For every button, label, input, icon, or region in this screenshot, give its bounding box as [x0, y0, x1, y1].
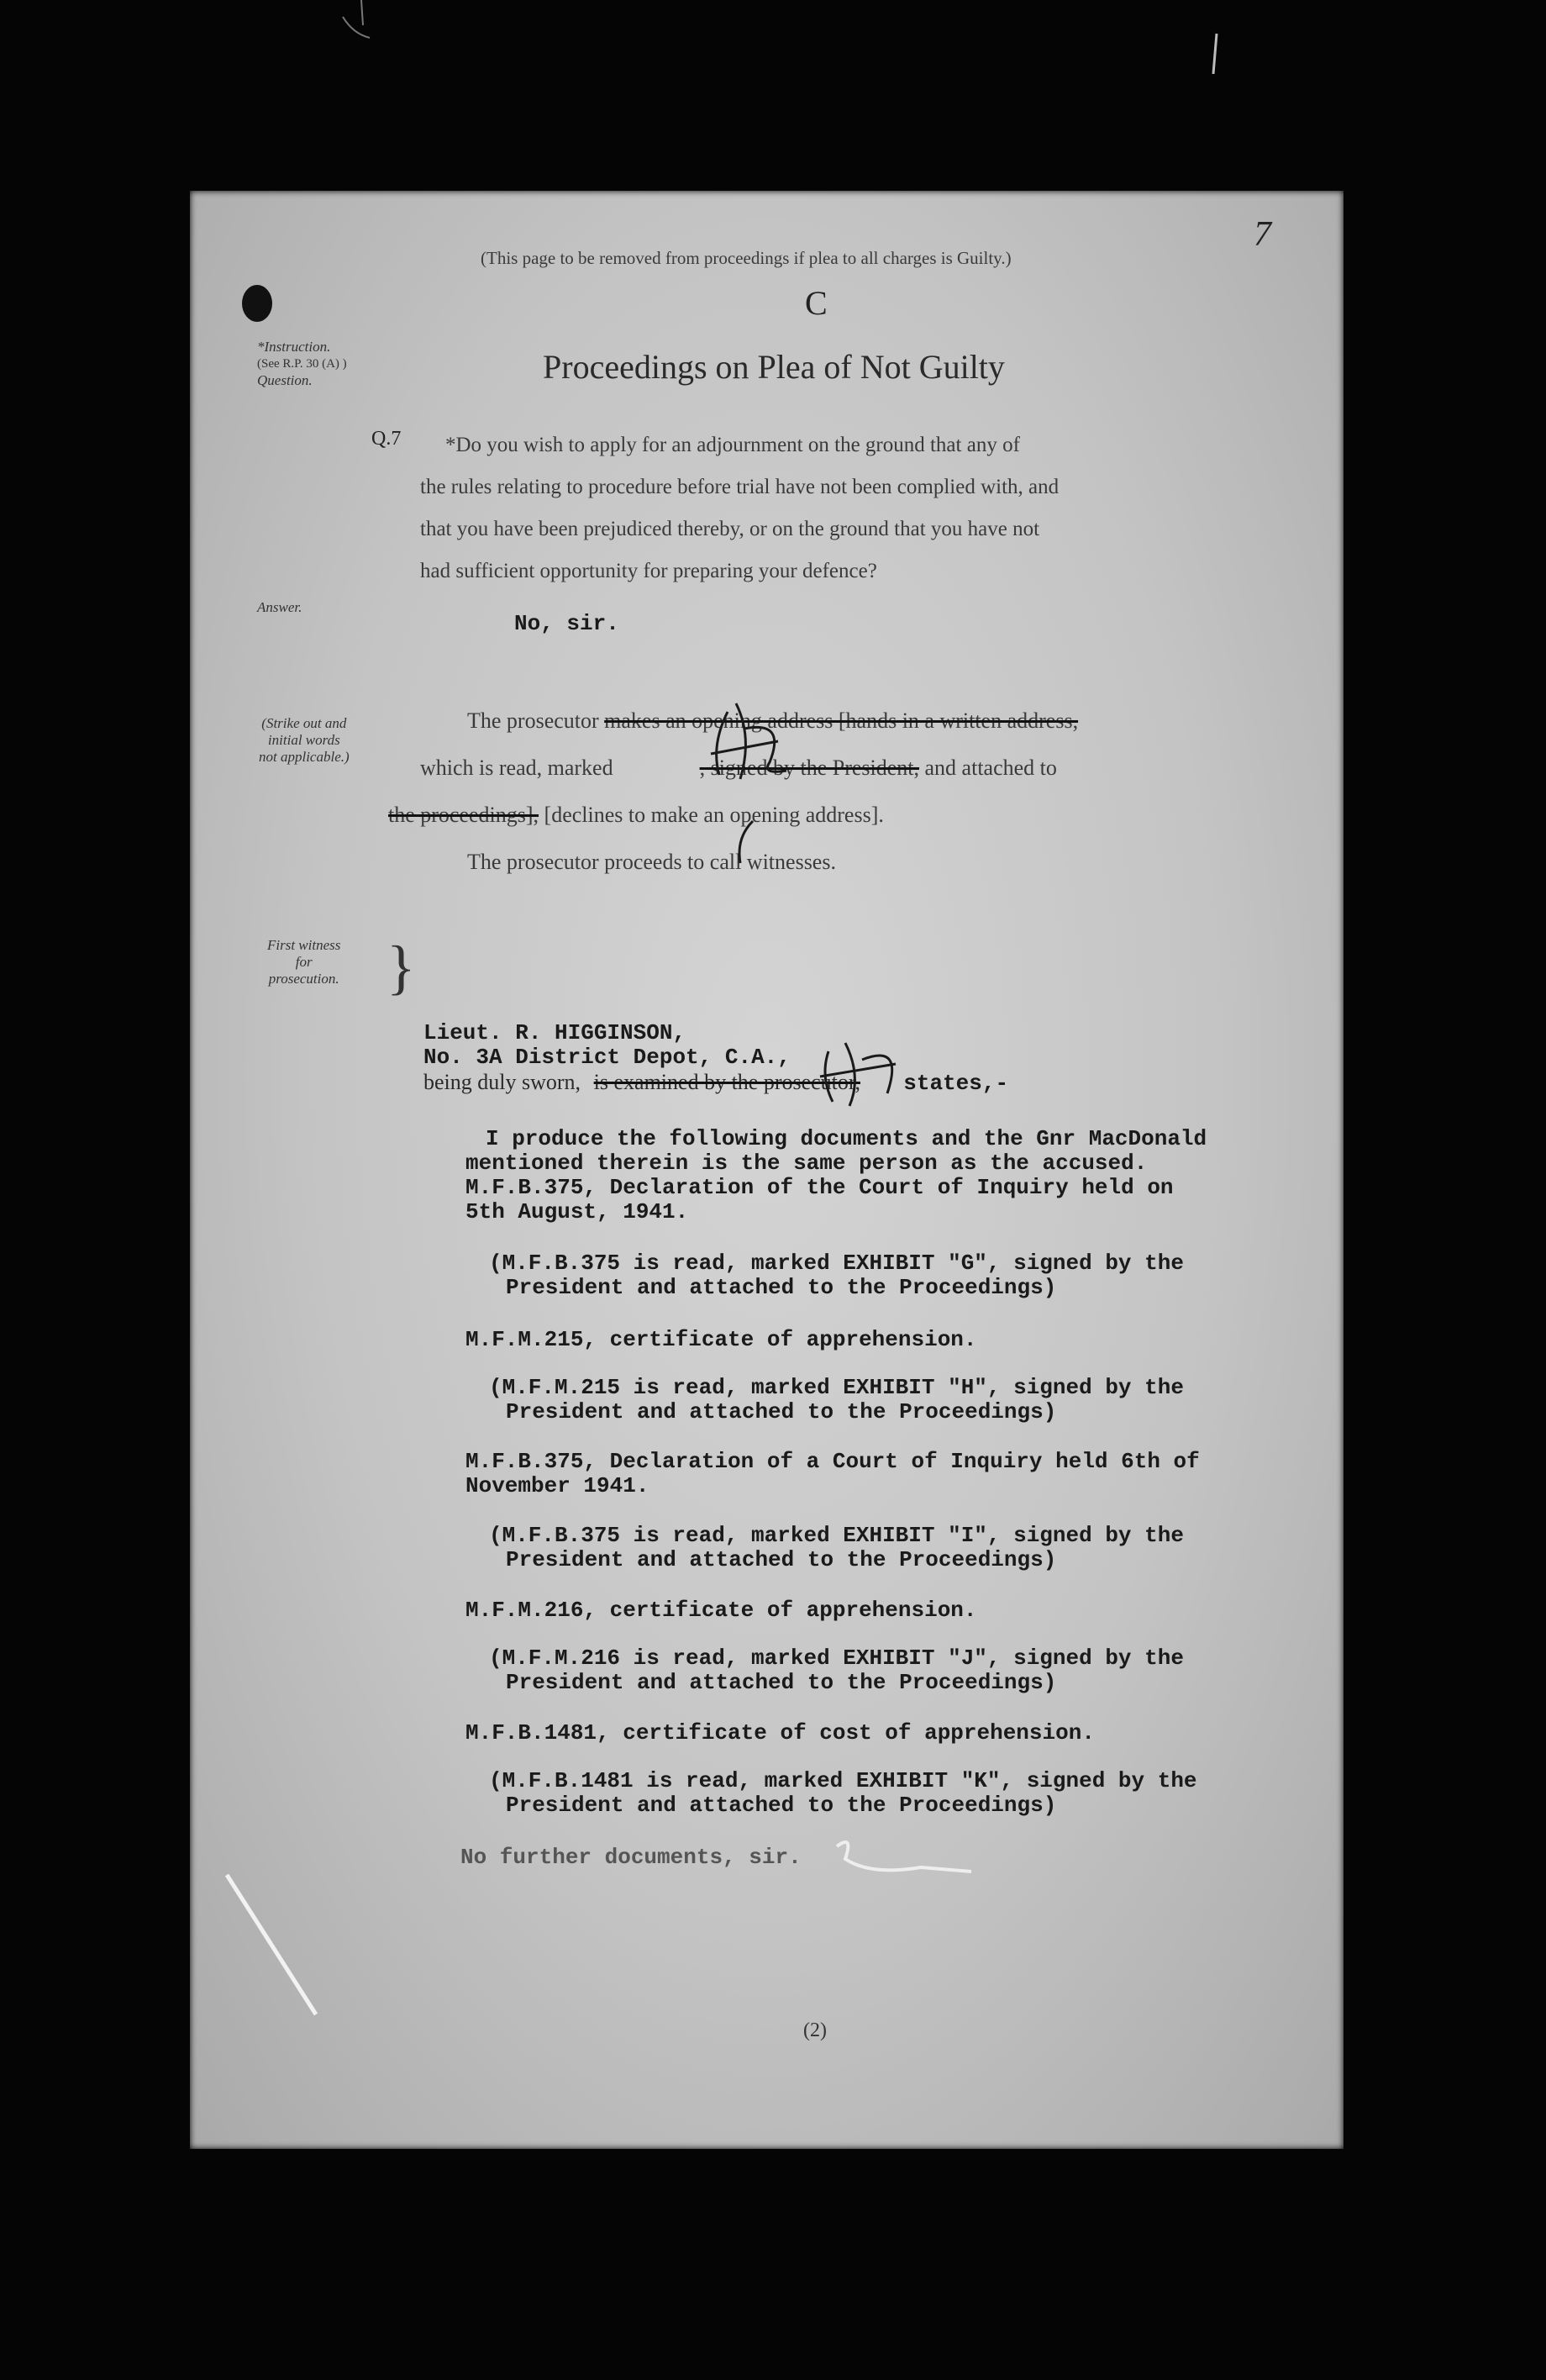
brace-mark: }: [386, 934, 416, 1001]
exhibit-h: [489, 1376, 1184, 1424]
exhibit-k: [489, 1769, 1197, 1818]
question-line: *Do you wish to apply for an adjournment on the ground that any of: [445, 434, 1020, 456]
prosecutor-text: The prosecutor: [467, 708, 599, 733]
strike-out-line: (Strike out and: [261, 715, 347, 731]
scratch-mark: [223, 1872, 324, 2023]
section-letter: C: [805, 284, 828, 322]
struck-text: , signed by the President,: [699, 756, 920, 780]
removal-note: (This page to be removed from proceedings if plea to all charges is Guilty.): [481, 248, 1012, 268]
states-text: states,-: [903, 1071, 1009, 1096]
instruction-label: *Instruction.: [257, 339, 331, 355]
prosecutor-line-4: The prosecutor proceeds to call witnesses.: [467, 850, 836, 874]
instruction-ref: (See R.P. 30 (A) ): [257, 357, 347, 371]
strike-out-line: not applicable.): [259, 749, 350, 765]
testimony-line: M.F.B.375, Declaration of the Court of Inquiry held on: [465, 1175, 1174, 1200]
witness-unit: No. 3A District Depot, C.A.,: [423, 1045, 791, 1070]
scan-edge-marks: [0, 0, 1546, 191]
first-witness-line: for: [295, 954, 313, 970]
first-witness-line: First witness: [267, 937, 341, 953]
question-line: the rules relating to procedure before trial have not been complied with, and: [420, 476, 1060, 498]
strike-out-line: initial words: [267, 732, 340, 748]
document-line: November 1941.: [465, 1473, 649, 1498]
witness-name: Lieut. R. HIGGINSON,: [423, 1020, 686, 1045]
exhibit-line: President and attached to the Proceedings): [506, 1547, 1057, 1572]
exhibit-i: [489, 1524, 1184, 1572]
prosecutor-text: which is read, marked: [420, 756, 613, 780]
page-number: (2): [803, 2019, 827, 2041]
document-line: M.F.B.375, Declaration of a Court of Inquiry held 6th of: [465, 1449, 1200, 1474]
exhibit-line: (M.F.M.215 is read, marked EXHIBIT "H", signed by the: [489, 1375, 1184, 1400]
closing-statement: No further documents, sir.: [460, 1845, 802, 1870]
handwritten-initials: [660, 695, 845, 871]
document-4: M.F.M.216, certificate of apprehension.: [465, 1598, 977, 1623]
testimony-line: I produce the following documents and the Gnr MacDonald: [486, 1126, 1207, 1151]
pen-squiggle: [820, 1830, 988, 1888]
strike-out-note: [259, 715, 350, 766]
corner-page-mark: 7: [1254, 215, 1271, 254]
exhibit-line: (M.F.B.375 is read, marked EXHIBIT "I", signed by the: [489, 1523, 1184, 1548]
exhibit-line: (M.F.B.375 is read, marked EXHIBIT "G", signed by the: [489, 1251, 1184, 1276]
first-witness-line: prosecution.: [268, 971, 339, 987]
page-title: Proceedings on Plea of Not Guilty: [543, 348, 1005, 386]
document-3: [465, 1450, 1200, 1498]
exhibit-line: President and attached to the Proceedings): [506, 1399, 1057, 1424]
struck-text: the proceedings],: [388, 803, 539, 827]
question-line: had sufficient opportunity for preparing your defence?: [420, 560, 877, 582]
struck-text: is examined by the prosecutor,: [593, 1070, 861, 1094]
first-witness-note: [267, 937, 340, 987]
testimony-intro: [465, 1127, 1207, 1224]
exhibit-line: (M.F.B.1481 is read, marked EXHIBIT "K", signed by the: [489, 1768, 1197, 1793]
exhibit-line: President and attached to the Proceedings): [506, 1275, 1057, 1300]
exhibit-line: President and attached to the Proceedings): [506, 1793, 1057, 1818]
exhibit-j: [489, 1646, 1184, 1695]
struck-text: makes an opening address [hands in a written address,: [604, 708, 1079, 733]
document-5: M.F.B.1481, certificate of cost of apprehension.: [465, 1720, 1095, 1746]
answer-text: No, sir.: [514, 611, 619, 636]
question-text: [420, 424, 1059, 592]
document-2: M.F.M.215, certificate of apprehension.: [465, 1327, 977, 1352]
exhibit-g: [489, 1251, 1184, 1300]
margin-instruction: [257, 339, 347, 389]
question-line: that you have been prejudiced thereby, or on the ground that you have not: [420, 518, 1040, 540]
question-number: Q.7: [371, 428, 402, 450]
answer-label: Answer.: [257, 599, 302, 615]
document-page: [190, 191, 1344, 2149]
exhibit-line: (M.F.M.216 is read, marked EXHIBIT "J", signed by the: [489, 1645, 1184, 1671]
testimony-line: mentioned therein is the same person as the accused.: [465, 1151, 1148, 1176]
sworn-text: being duly sworn,: [423, 1070, 581, 1094]
prosecutor-text: [declines to make an opening address].: [544, 803, 884, 827]
question-label: Question.: [257, 372, 313, 388]
punch-hole-mark: [242, 285, 272, 322]
prosecutor-text: and attached to: [924, 756, 1057, 780]
handwritten-initials-2: [803, 1026, 921, 1119]
exhibit-line: President and attached to the Proceedings): [506, 1670, 1057, 1695]
testimony-line: 5th August, 1941.: [465, 1199, 689, 1224]
